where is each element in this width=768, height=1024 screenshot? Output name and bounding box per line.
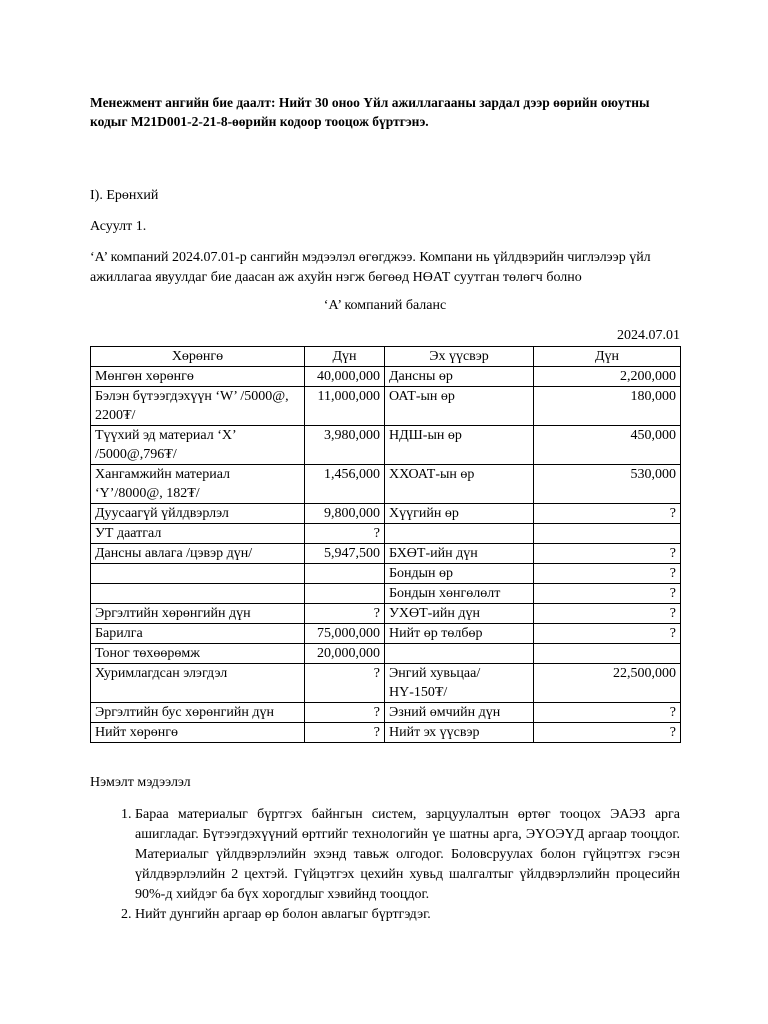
source-amount-cell: ?: [534, 703, 681, 723]
asset-name-cell: [91, 584, 305, 604]
header-amount-sources: Дүн: [534, 347, 681, 367]
asset-name-cell: Дансны авлага /цэвэр дүн/: [91, 544, 305, 564]
source-name-cell: ОАТ-ын өр: [385, 387, 534, 426]
notes-list: [90, 805, 680, 925]
asset-amount-cell: ?: [305, 604, 385, 624]
balance-table: [90, 346, 681, 743]
asset-amount-cell: [305, 584, 385, 604]
header-assets: Хөрөнгө: [91, 347, 305, 367]
assignment-heading: Менежмент ангийн бие даалт: Нийт 30 оноо Үйл ажиллагааны зардал дээр өөрийн оюутны кодыг M21D001-2-21-8-өөрийн кодоор тооцож бүртгэнэ.: [90, 95, 650, 129]
asset-name-cell: Эргэлтийн хөрөнгийн дүн: [91, 604, 305, 624]
table-row: [91, 367, 681, 387]
asset-amount-cell: 40,000,000: [305, 367, 385, 387]
table-row: [91, 387, 681, 426]
header-amount-assets: Дүн: [305, 347, 385, 367]
asset-name-cell: Дуусаагүй үйлдвэрлэл: [91, 504, 305, 524]
list-item: 2. Нийт дунгийн аргаар өр болон авлагыг бүртгэдэг.: [135, 905, 680, 925]
source-amount-cell: 2,200,000: [534, 367, 681, 387]
asset-name-cell: Бэлэн бүтээгдэхүүн ‘W’ /5000@, 2200₮/: [91, 387, 305, 426]
asset-name-cell: Хангамжийн материал ‘Y’/8000@, 182₮/: [91, 465, 305, 504]
asset-amount-cell: 3,980,000: [305, 426, 385, 465]
source-amount-cell: [534, 644, 681, 664]
asset-amount-cell: 20,000,000: [305, 644, 385, 664]
asset-name-cell: Хуримлагдсан элэгдэл: [91, 664, 305, 703]
balance-table-body: [91, 367, 681, 743]
table-header-row: [91, 347, 681, 367]
asset-name-cell: Тоног төхөөрөмж: [91, 644, 305, 664]
source-amount-cell: ?: [534, 624, 681, 644]
table-row: [91, 426, 681, 465]
source-amount-cell: 530,000: [534, 465, 681, 504]
source-name-cell: Нийт эх үүсвэр: [385, 723, 534, 743]
asset-name-cell: УТ даатгал: [91, 524, 305, 544]
balance-title: ‘А’ компаний баланс: [323, 298, 447, 313]
asset-amount-cell: [305, 564, 385, 584]
asset-amount-cell: 1,456,000: [305, 465, 385, 504]
table-row: [91, 723, 681, 743]
source-name-cell: УХӨТ-ийн дүн: [385, 604, 534, 624]
source-amount-cell: 450,000: [534, 426, 681, 465]
source-name-cell: Энгий хувьцаа/НҮ-150₮/: [385, 664, 534, 703]
asset-amount-cell: ?: [305, 703, 385, 723]
table-row: [91, 584, 681, 604]
asset-amount-cell: 5,947,500: [305, 544, 385, 564]
source-name-cell: БХӨТ-ийн дүн: [385, 544, 534, 564]
table-row: [91, 664, 681, 703]
table-row: [91, 703, 681, 723]
source-amount-cell: ?: [534, 504, 681, 524]
table-row: [91, 564, 681, 584]
source-amount-cell: 180,000: [534, 387, 681, 426]
source-amount-cell: ?: [534, 604, 681, 624]
source-amount-cell: 22,500,000: [534, 664, 681, 703]
asset-name-cell: Эргэлтийн бус хөрөнгийн дүн: [91, 703, 305, 723]
section-title: I). Ерөнхий: [90, 188, 159, 203]
source-amount-cell: [534, 524, 681, 544]
intro-paragraph: ‘А’ компаний 2024.07.01-р сангийн мэдээлэл өгөгджээ. Компани нь үйлдвэрийн чиглэлээр үйл ажиллагаа явуулдаг бие даасан аж ахуйн нэгж бөгөөд НӨАТ суутган төлөгч болно: [90, 250, 651, 285]
source-name-cell: Эзний өмчийн дүн: [385, 703, 534, 723]
source-name-cell: Нийт өр төлбөр: [385, 624, 534, 644]
table-row: [91, 644, 681, 664]
table-row: [91, 504, 681, 524]
source-name-cell: Хүүгийн өр: [385, 504, 534, 524]
asset-name-cell: Мөнгөн хөрөнгө: [91, 367, 305, 387]
asset-amount-cell: ?: [305, 723, 385, 743]
table-row: [91, 524, 681, 544]
asset-amount-cell: 11,000,000: [305, 387, 385, 426]
table-row: [91, 604, 681, 624]
asset-amount-cell: 75,000,000: [305, 624, 385, 644]
asset-name-cell: Түүхий эд материал ‘X’ /5000@,796₮/: [91, 426, 305, 465]
asset-amount-cell: ?: [305, 524, 385, 544]
asset-name-cell: Барилга: [91, 624, 305, 644]
question-label: Асуулт 1.: [90, 219, 147, 234]
header-sources: Эх үүсвэр: [385, 347, 534, 367]
source-name-cell: ХХОАТ-ын өр: [385, 465, 534, 504]
source-name-cell: НДШ-ын өр: [385, 426, 534, 465]
source-amount-cell: ?: [534, 723, 681, 743]
source-name-cell: [385, 644, 534, 664]
source-amount-cell: ?: [534, 544, 681, 564]
asset-name-cell: Нийт хөрөнгө: [91, 723, 305, 743]
table-row: [91, 465, 681, 504]
asset-amount-cell: 9,800,000: [305, 504, 385, 524]
table-row: [91, 544, 681, 564]
balance-date: 2024.07.01: [617, 328, 680, 343]
source-name-cell: Бондын өр: [385, 564, 534, 584]
list-item: 1. Бараа материалыг бүртгэх байнгын систем, зарцуулалтын өртөг тооцох ЭАЭЗ арга ашигладаг. Бүтээгдэхүүний өртгийг технологийн үе шатны арга, ЭҮОЭҮД аргаар тооцдог. Материалыг үйлдвэрлэлийн эхэнд тавьж олгодог. Боловсруулах болон гүйцэтгэх гэсэн үйлдвэрлэлийн 2 цехтэй. Гүйцэтгэх цехийн хувьд шалгалтыг үйлдвэрлэлийн процесийн 90%-д хийдэг ба бүх хорогдлыг хэвийнд тооцдог.: [135, 805, 680, 905]
asset-amount-cell: ?: [305, 664, 385, 703]
table-row: [91, 624, 681, 644]
source-amount-cell: ?: [534, 584, 681, 604]
source-name-cell: Дансны өр: [385, 367, 534, 387]
source-name-cell: [385, 524, 534, 544]
additional-info-title: Нэмэлт мэдээлэл: [90, 775, 191, 790]
source-amount-cell: ?: [534, 564, 681, 584]
source-name-cell: Бондын хөнгөлөлт: [385, 584, 534, 604]
asset-name-cell: [91, 564, 305, 584]
document-page: [90, 93, 680, 925]
